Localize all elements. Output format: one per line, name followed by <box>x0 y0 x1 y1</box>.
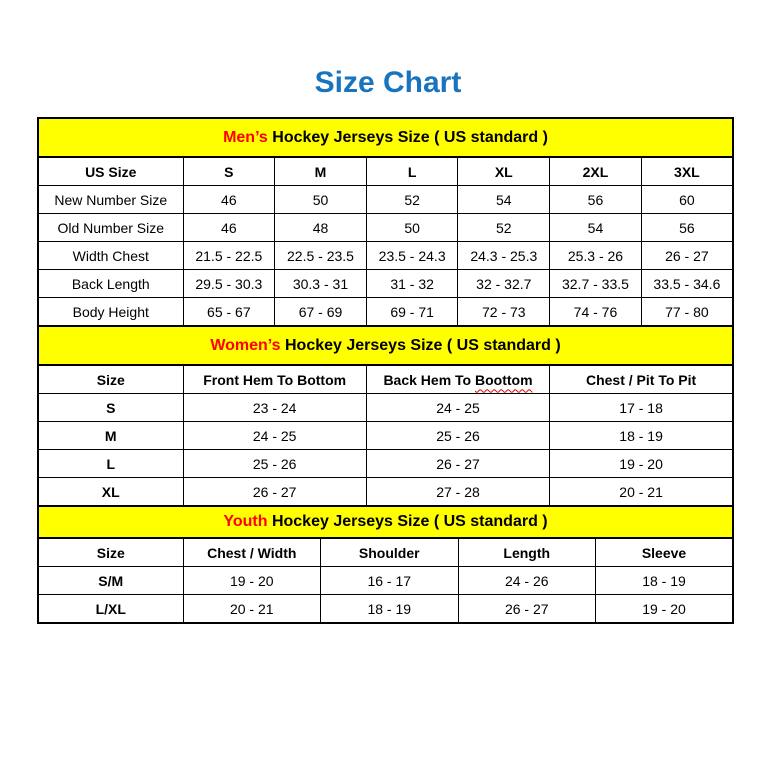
value-cell: 56 <box>641 214 733 242</box>
table-row-new-number-size <box>38 186 733 214</box>
column-header-m: M <box>275 157 367 186</box>
value-cell: 60 <box>641 186 733 214</box>
value-cell: 24 - 25 <box>366 394 549 422</box>
column-header-l: L <box>366 157 458 186</box>
column-header-s: S <box>183 157 275 186</box>
back-hem-label-prefix: Back Hem To <box>383 371 475 388</box>
table-row-old-number-size <box>38 214 733 242</box>
column-header-2xl: 2XL <box>550 157 642 186</box>
row-label: L <box>38 450 183 478</box>
row-label: Body Height <box>38 298 183 327</box>
value-cell: 72 - 73 <box>458 298 550 327</box>
band-text-womens: Hockey Jerseys Size ( US standard ) <box>280 336 561 354</box>
band-highlight-mens: Men’s <box>223 128 268 146</box>
value-cell: 77 - 80 <box>641 298 733 327</box>
row-label: Old Number Size <box>38 214 183 242</box>
value-cell: 19 - 20 <box>596 595 734 624</box>
value-cell: 46 <box>183 214 275 242</box>
value-cell: 24 - 26 <box>458 567 596 595</box>
column-header-chest-width: Chest / Width <box>183 538 321 567</box>
value-cell: 18 - 19 <box>550 422 733 450</box>
value-cell: 54 <box>550 214 642 242</box>
value-cell: 25 - 26 <box>366 422 549 450</box>
value-cell: 31 - 32 <box>366 270 458 298</box>
value-cell: 52 <box>458 214 550 242</box>
band-highlight-womens: Women’s <box>210 336 281 354</box>
value-cell: 26 - 27 <box>458 595 596 624</box>
table-row-body-height <box>38 298 733 327</box>
value-cell: 52 <box>366 186 458 214</box>
value-cell: 25.3 - 26 <box>550 242 642 270</box>
value-cell: 19 - 20 <box>550 450 733 478</box>
value-cell: 20 - 21 <box>550 478 733 507</box>
row-label: S <box>38 394 183 422</box>
value-cell: 26 - 27 <box>183 478 366 507</box>
table-row-width-chest <box>38 242 733 270</box>
back-hem-misspelled-word: Boottom <box>474 371 533 388</box>
value-cell: 23.5 - 24.3 <box>366 242 458 270</box>
womens-section-band <box>38 326 733 365</box>
column-header-xl: XL <box>458 157 550 186</box>
value-cell: 26 - 27 <box>641 242 733 270</box>
value-cell: 69 - 71 <box>366 298 458 327</box>
value-cell: 26 - 27 <box>366 450 549 478</box>
table-row-womens-l <box>38 450 733 478</box>
column-header-shoulder: Shoulder <box>321 538 459 567</box>
column-header-length: Length <box>458 538 596 567</box>
value-cell: 27 - 28 <box>366 478 549 507</box>
value-cell: 18 - 19 <box>596 567 734 595</box>
row-label: S/M <box>38 567 183 595</box>
youth-section-band <box>38 506 733 538</box>
mens-header-row <box>38 157 733 186</box>
band-text-youth: Hockey Jerseys Size ( US standard ) <box>267 513 548 530</box>
youth-header-row <box>38 538 733 567</box>
column-header-sleeve: Sleeve <box>596 538 734 567</box>
value-cell: 30.3 - 31 <box>275 270 367 298</box>
value-cell: 32.7 - 33.5 <box>550 270 642 298</box>
band-text-mens: Hockey Jerseys Size ( US standard ) <box>267 128 548 146</box>
youth-size-table <box>37 505 734 624</box>
value-cell: 16 - 17 <box>321 567 459 595</box>
value-cell: 48 <box>275 214 367 242</box>
value-cell: 19 - 20 <box>183 567 321 595</box>
table-row-back-length <box>38 270 733 298</box>
value-cell: 65 - 67 <box>183 298 275 327</box>
column-header-3xl: 3XL <box>641 157 733 186</box>
value-cell: 18 - 19 <box>321 595 459 624</box>
value-cell: 56 <box>550 186 642 214</box>
table-row-youth-lxl <box>38 595 733 624</box>
column-header-front-hem: Front Hem To Bottom <box>183 365 366 394</box>
value-cell: 21.5 - 22.5 <box>183 242 275 270</box>
value-cell: 50 <box>366 214 458 242</box>
value-cell: 33.5 - 34.6 <box>641 270 733 298</box>
value-cell: 46 <box>183 186 275 214</box>
womens-size-table <box>37 325 734 507</box>
table-row-womens-m <box>38 422 733 450</box>
column-header-chest-pit: Chest / Pit To Pit <box>550 365 733 394</box>
value-cell: 23 - 24 <box>183 394 366 422</box>
value-cell: 29.5 - 30.3 <box>183 270 275 298</box>
womens-section-band-row <box>38 326 733 365</box>
column-header-size: Size <box>38 365 183 394</box>
value-cell: 74 - 76 <box>550 298 642 327</box>
size-chart-tables <box>37 117 734 624</box>
value-cell: 24 - 25 <box>183 422 366 450</box>
value-cell: 17 - 18 <box>550 394 733 422</box>
youth-section-band-row <box>38 506 733 538</box>
row-label: L/XL <box>38 595 183 624</box>
row-label: New Number Size <box>38 186 183 214</box>
row-label: Width Chest <box>38 242 183 270</box>
band-highlight-youth: Youth <box>223 513 268 530</box>
value-cell: 67 - 69 <box>275 298 367 327</box>
value-cell: 20 - 21 <box>183 595 321 624</box>
mens-size-table <box>37 117 734 327</box>
mens-section-band-row <box>38 118 733 157</box>
row-label: XL <box>38 478 183 507</box>
table-row-womens-xl <box>38 478 733 507</box>
table-row-womens-s <box>38 394 733 422</box>
value-cell: 24.3 - 25.3 <box>458 242 550 270</box>
column-header-back-hem <box>366 365 549 394</box>
size-chart-page <box>0 66 776 624</box>
column-header-us-size: US Size <box>38 157 183 186</box>
womens-header-row <box>38 365 733 394</box>
value-cell: 50 <box>275 186 367 214</box>
value-cell: 25 - 26 <box>183 450 366 478</box>
value-cell: 32 - 32.7 <box>458 270 550 298</box>
value-cell: 22.5 - 23.5 <box>275 242 367 270</box>
value-cell: 54 <box>458 186 550 214</box>
page-title: Size Chart <box>314 66 462 99</box>
row-label: M <box>38 422 183 450</box>
table-row-youth-sm <box>38 567 733 595</box>
row-label: Back Length <box>38 270 183 298</box>
column-header-size: Size <box>38 538 183 567</box>
mens-section-band <box>38 118 733 157</box>
